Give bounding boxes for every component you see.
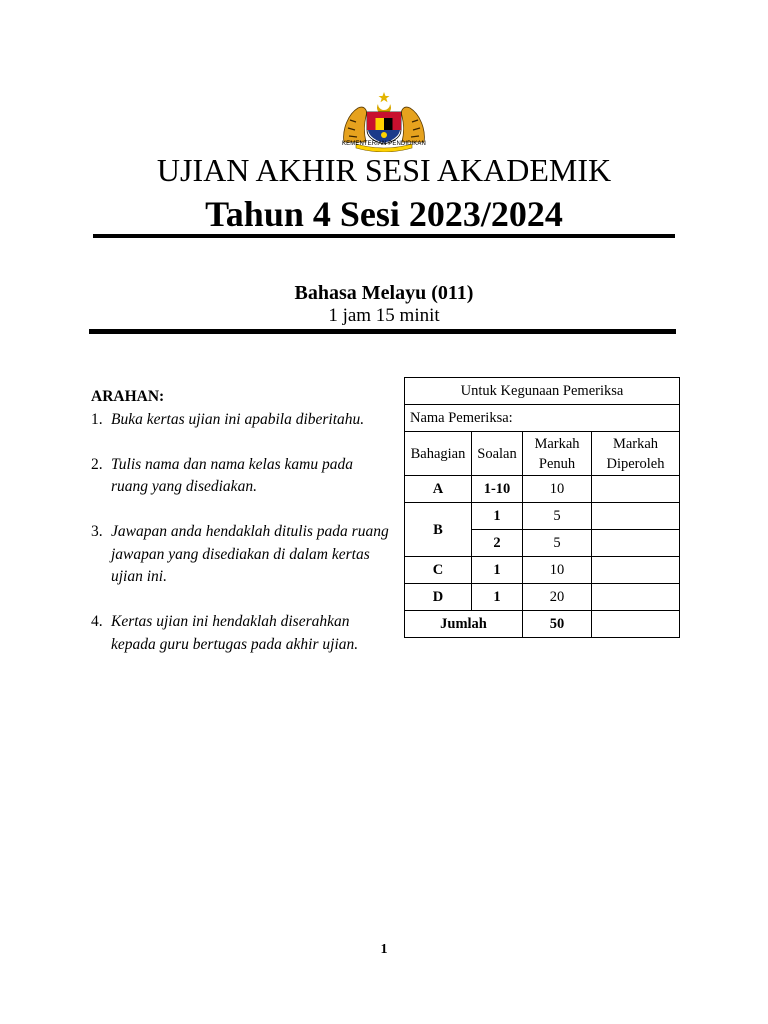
obtained-marks-cell[interactable]	[592, 584, 680, 611]
instructions-list	[91, 409, 391, 657]
exam-duration: 1 jam 15 minit	[328, 305, 440, 326]
exam-title: UJIAN AKHIR SESI AKADEMIK	[156, 152, 612, 188]
section-cell: B	[405, 503, 472, 557]
instruction-text: Kertas ujian ini hendaklah diserahkan kepada guru bertugas pada akhir ujian.	[111, 613, 359, 653]
logo-caption: KEMENTERIAN PENDIDIKAN	[342, 141, 426, 147]
page-number: 1	[380, 942, 388, 957]
instruction-item	[91, 409, 391, 432]
total-full-marks: 50	[523, 611, 592, 638]
instructions-section	[91, 386, 391, 679]
full-marks-cell: 10	[523, 557, 592, 584]
question-cell: 1	[472, 584, 523, 611]
exam-subtitle: Tahun 4 Sesi 2023/2024	[205, 194, 563, 234]
instruction-item	[91, 611, 391, 656]
total-label: Jumlah	[405, 611, 523, 638]
instruction-number: 4.	[91, 613, 103, 630]
full-marks-cell: 10	[523, 476, 592, 503]
obtained-marks-cell[interactable]	[592, 530, 680, 557]
obtained-marks-cell[interactable]	[592, 503, 680, 530]
instruction-number: 1.	[91, 410, 103, 428]
examiner-name-label: Nama Pemeriksa:	[405, 405, 680, 432]
header-obtained-marks: Markah Diperoleh	[592, 432, 680, 476]
table-caption: Untuk Kegunaan Pemeriksa	[405, 378, 680, 405]
instruction-item	[91, 454, 391, 499]
full-marks-cell: 20	[523, 584, 592, 611]
question-cell: 1-10	[472, 476, 523, 503]
header-question: Soalan	[472, 432, 523, 476]
table-row	[405, 557, 680, 584]
section-cell: D	[405, 584, 472, 611]
total-obtained-marks[interactable]	[592, 611, 680, 638]
table-caption-row	[405, 378, 680, 405]
instruction-text: Jawapan anda hendaklah ditulis pada ruang jawapan yang disediakan di dalam kertas ujian ini.	[111, 523, 389, 585]
total-row	[405, 611, 680, 638]
instruction-text: Tulis nama dan nama kelas kamu pada ruang yang disediakan.	[111, 455, 353, 495]
table-row	[405, 476, 680, 503]
question-cell: 2	[472, 530, 523, 557]
obtained-marks-cell[interactable]	[592, 476, 680, 503]
examiner-marks-table	[404, 377, 680, 638]
subject-divider	[89, 329, 676, 334]
section-cell: C	[405, 557, 472, 584]
table-row	[405, 503, 680, 530]
section-cell: A	[405, 476, 472, 503]
question-cell: 1	[472, 503, 523, 530]
obtained-marks-cell[interactable]	[592, 557, 680, 584]
subject-title: Bahasa Melayu (011)	[294, 282, 474, 304]
instruction-item	[91, 521, 391, 589]
title-divider	[93, 234, 675, 238]
header-full-marks: Markah Penuh	[523, 432, 592, 476]
instruction-number: 2.	[91, 455, 103, 473]
instruction-text: Buka kertas ujian ini apabila diberitahu.	[111, 410, 365, 428]
full-marks-cell: 5	[523, 530, 592, 557]
examiner-name-row	[405, 405, 680, 432]
full-marks-cell: 5	[523, 503, 592, 530]
instructions-heading: ARAHAN:	[91, 388, 165, 405]
table-header-row	[405, 432, 680, 476]
instruction-number: 3.	[91, 523, 103, 540]
table-row	[405, 584, 680, 611]
question-cell: 1	[472, 557, 523, 584]
header-section: Bahagian	[405, 432, 472, 476]
